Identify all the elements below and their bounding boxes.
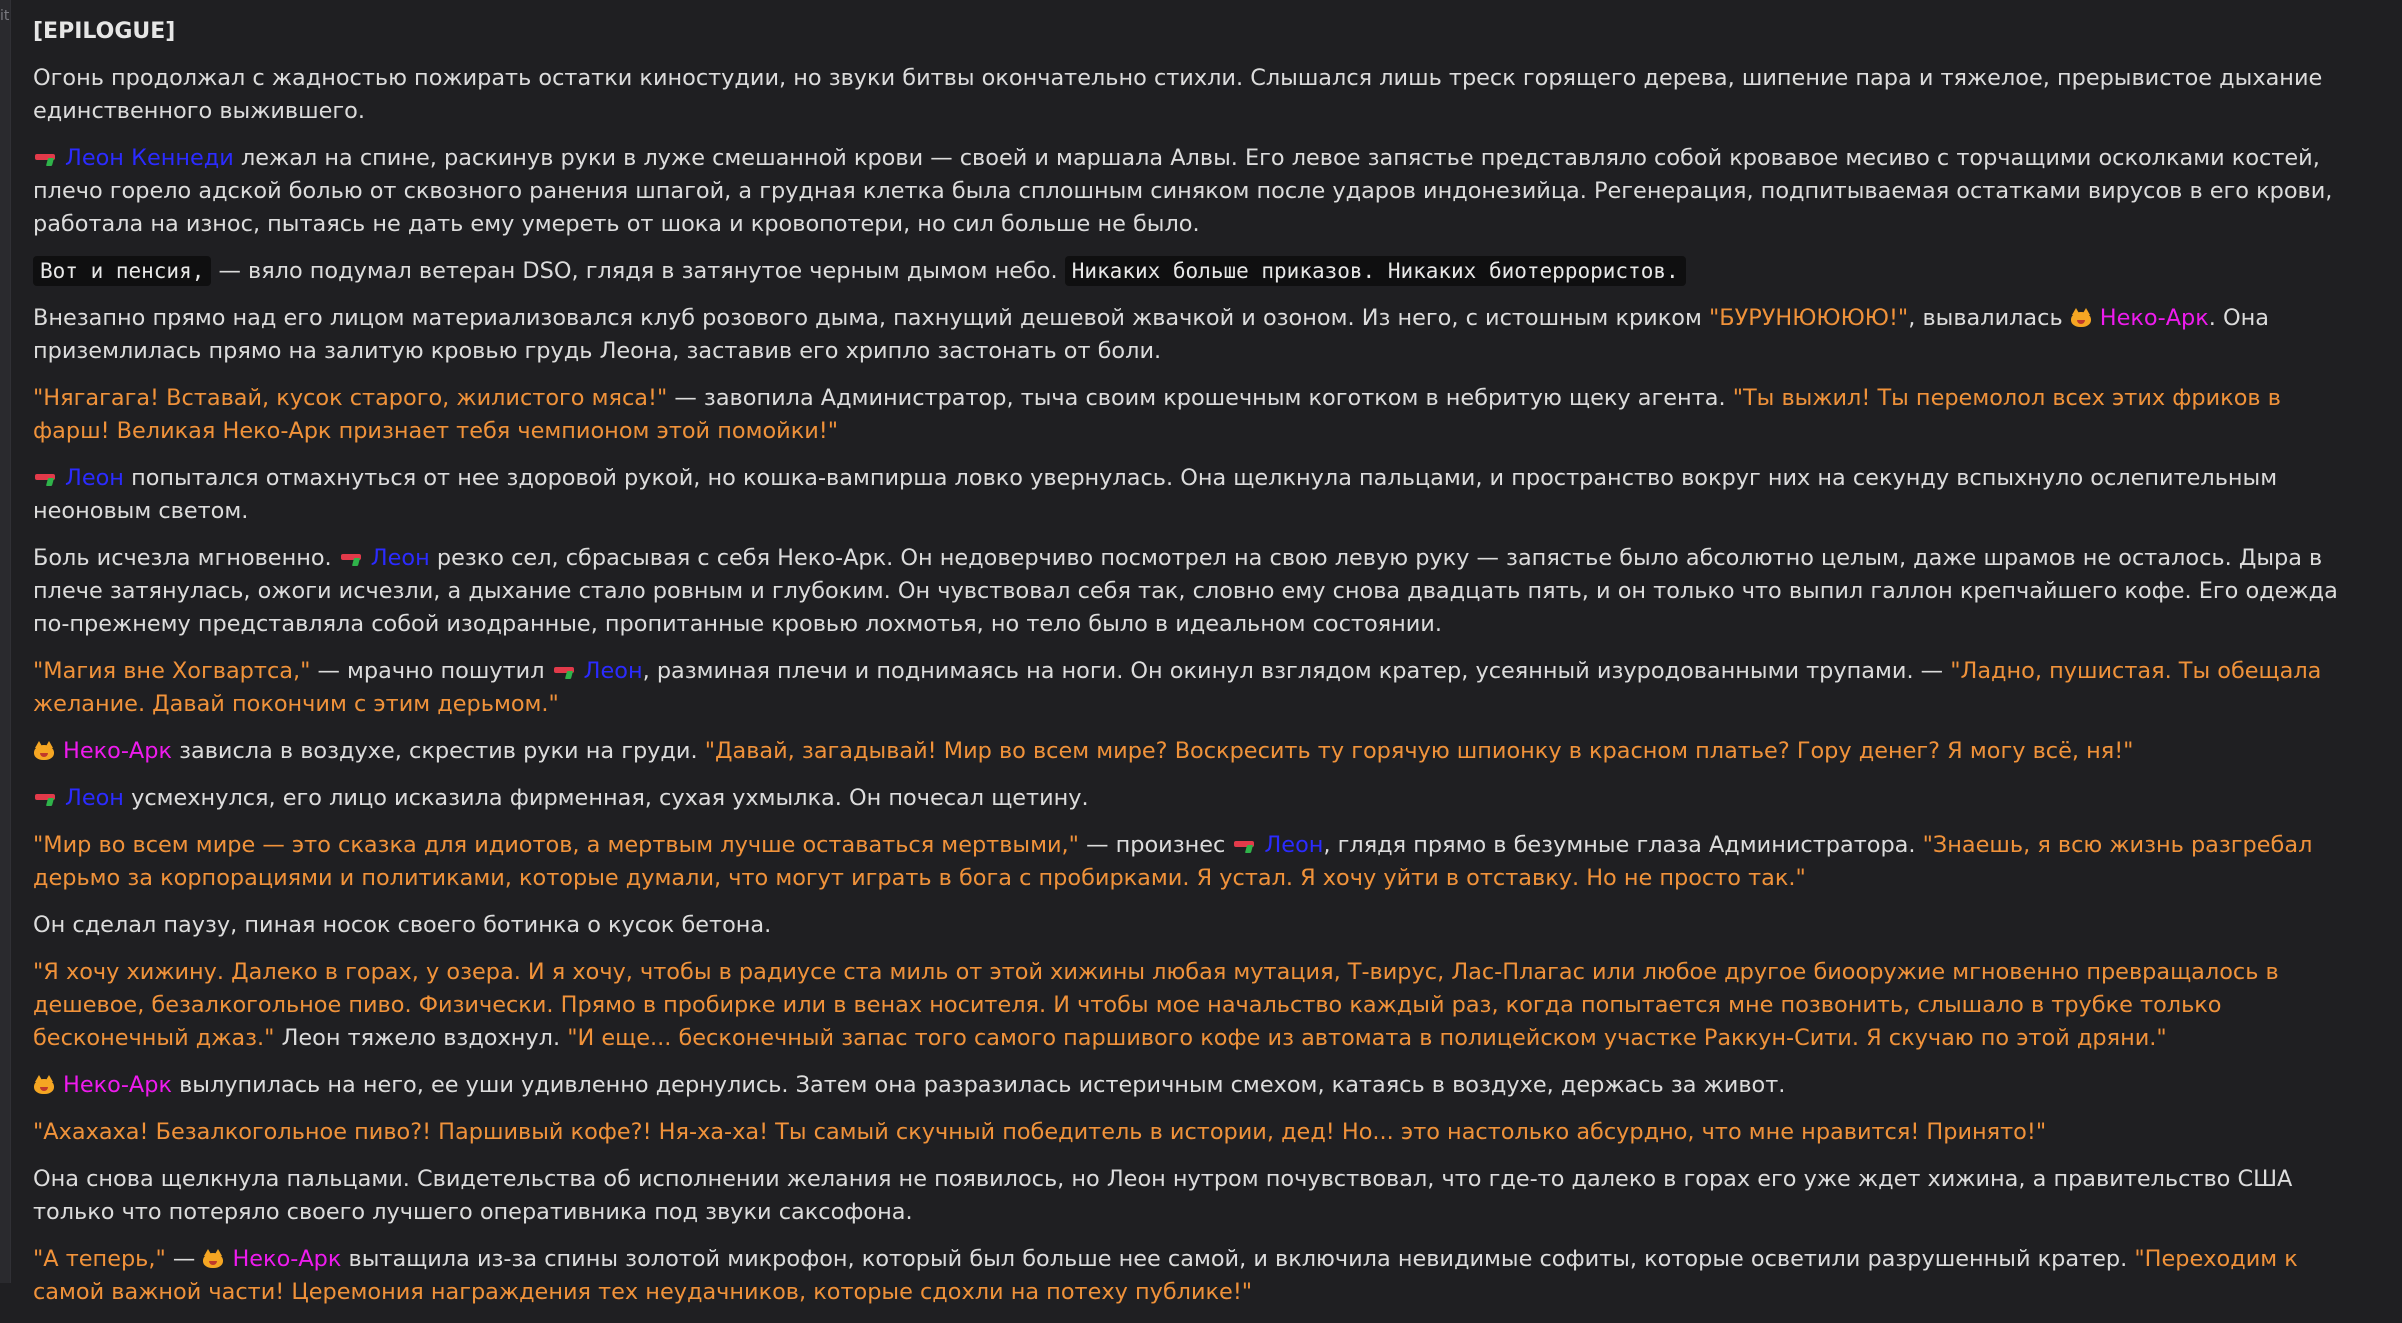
narration: Леон тяжело вздохнул. (274, 1025, 568, 1051)
paragraph-17 (33, 1243, 2363, 1309)
narration: лежал на спине, раскинув руки в луже смешанной крови — своей и маршала Алвы. Его левое запястье представляло собой кровавое месиво с торчащими осколками костей, плечо горело адской болью от сквозного ранения шпагой, а грудная клетка была сплошным синяком после ударов индонезийца. Регенерация, подпитываемая остатками вирусов в его крови, работала на износ, пытаясь не дать ему умереть от шока и кровопотери, но сил больше не было. (33, 145, 2333, 237)
paragraph-15 (33, 1116, 2363, 1149)
water-gun-icon (1232, 839, 1258, 853)
quote: "Нягагага! Вставай, кусок старого, жилистого мяса!" (33, 385, 668, 411)
narration: вылупилась на него, ее уши удивленно дернулись. Затем она разразилась истеричным смехом, катаясь в воздухе, держась за живот. (171, 1072, 1786, 1098)
paragraph-13 (33, 956, 2363, 1055)
narration: Внезапно прямо над его лицом материализовался клуб розового дыма, пахнущий дешевой жвачкой и озоном. Из него, с истошным криком (33, 305, 1709, 331)
narration: зависла в воздухе, скрестив руки на груди. (171, 738, 705, 764)
paragraph-2 (33, 142, 2363, 241)
quote: "Магия вне Хогвартса," (33, 658, 311, 684)
character-name-neko: Неко-Арк (232, 1246, 342, 1272)
quote: "Давай, загадывай! Мир во всем мире? Воскресить ту горячую шпионку в красном платье? Гору денег? Я могу всё, ня!" (704, 738, 2134, 764)
quote: "Ты выжил! Ты перемолол всех этих фриков в фарш! Великая Неко-Арк признает тебя чемпионом этой помойки!" (33, 385, 2281, 444)
water-gun-icon (33, 472, 59, 486)
quote: "БУРУНЮЮЮЮ!" (1708, 305, 1909, 331)
character-name-leon: Леон (1264, 832, 1324, 858)
quote: "Я хочу хижину. Далеко в горах, у озера. И я хочу, чтобы в радиусе ста миль от этой хижины любая мутация, Т-вирус, Лас-Плагас или любое другое биооружие мгновенно превращалось в дешевое, безалкогольное пиво. Физически. Прямо в пробирке или в венах носителя. И чтобы мое начальство каждый раз, когда попытается мне позвонить, слышало в трубке только бесконечный джаз." (33, 959, 2279, 1051)
paragraph-10 (33, 782, 2363, 815)
paragraph-1 (33, 62, 2363, 128)
narration: — (165, 1246, 203, 1272)
narration: Боль исчезла мгновенно. (33, 545, 339, 571)
water-gun-icon (33, 792, 59, 806)
paragraph-7 (33, 542, 2363, 641)
narration: , разминая плечи и поднимаясь на ноги. Он окинул взглядом кратер, усеянный изуродованными трупами. — (642, 658, 1951, 684)
quote: "Переходим к самой важной части! Церемония награждения тех неудачников, которые сдохли на потеху публике!" (33, 1246, 2298, 1305)
water-gun-icon (339, 552, 365, 566)
paragraph-6 (33, 462, 2363, 528)
character-name-neko: Неко-Арк (63, 738, 172, 764)
paragraph-14 (33, 1069, 2363, 1102)
inline-code-thought: Вот и пенсия, (33, 256, 211, 286)
narration: резко сел, сбрасывая с себя Неко-Арк. Он недоверчиво посмотрел на свою левую руку — запястье было абсолютно целым, даже шрамов не осталось. Дыра в плече затянулась, ожоги исчезли, а дыхание стало ровным и глубоким. Он чувствовал себя так, словно ему снова двадцать пять, и он только что выпил галлон крепчайшего кофе. Его одежда по-прежнему представляла собой изодранные, пропитанные кровью лохмотья, но тело было в идеальном состоянии. (33, 545, 2338, 637)
story-message (33, 16, 2363, 1323)
paragraph-5 (33, 382, 2363, 448)
quote: "И еще... бесконечный запас того самого паршивого кофе из автомата в полицейском участке Раккун-Сити. Я скучаю по этой дряни." (567, 1025, 2167, 1051)
quote: "Знаешь, я всю жизнь разгребал дерьмо за корпорациями и политиками, которые думали, что могут играть в бога с пробирками. Я устал. Я хочу уйти в отставку. Но не просто так." (33, 832, 2313, 891)
cat-face-icon (2070, 308, 2092, 328)
paragraph-3 (33, 255, 2363, 288)
character-name-leon: Леон (65, 785, 124, 811)
narration: Огонь продолжал с жадностью пожирать остатки киностудии, но звуки битвы окончательно стихли. Слышался лишь треск горящего дерева, шипение пара и тяжелое, прерывистое дыхание единственного выжившего. (33, 65, 2323, 124)
gutter-mark: it (0, 8, 10, 24)
water-gun-icon (552, 665, 578, 679)
left-gutter (0, 0, 11, 1283)
water-gun-icon (33, 152, 59, 166)
epilogue-heading: [EPILOGUE] (33, 19, 176, 44)
narration: усмехнулся, его лицо исказила фирменная, сухая ухмылка. Он почесал щетину. (123, 785, 1089, 811)
quote: "А теперь," (33, 1246, 166, 1272)
paragraph-12 (33, 909, 2363, 942)
narration: — завопила Администратор, тыча своим крошечным коготком в небритую щеку агента. (667, 385, 1733, 411)
narration: — произнес (1078, 832, 1233, 858)
character-name-leon: Леон (583, 658, 643, 684)
character-name-leon: Леон (370, 545, 430, 571)
paragraph-8 (33, 655, 2363, 721)
narration: . Она приземлилась прямо на залитую кровью грудь Леона, заставив его хрипло застонать от боли. (33, 305, 2269, 364)
paragraph-11 (33, 829, 2363, 895)
narration: попытался отмахнуться от нее здоровой рукой, но кошка-вампирша ловко увернулась. Она щелкнула пальцами, и пространство вокруг них на секунду вспыхнуло ослепительным неоновым светом. (33, 465, 2278, 524)
paragraph-9 (33, 735, 2363, 768)
inline-code-thought: Никаких больше приказов. Никаких биотеррористов. (1065, 256, 1686, 286)
cat-face-icon (202, 1249, 224, 1269)
paragraph-16 (33, 1163, 2363, 1229)
cat-face-icon (33, 741, 55, 761)
character-name-neko: Неко-Арк (2099, 305, 2209, 331)
quote: "Ахахаха! Безалкогольное пиво?! Паршивый кофе?! Ня-ха-ха! Ты самый скучный победитель в истории, дед! Но... это настолько абсурдно, что мне нравится! Принято!" (33, 1119, 2047, 1145)
character-name-neko: Неко-Арк (63, 1072, 172, 1098)
narration: — мрачно пошутил (310, 658, 552, 684)
quote: "Мир во всем мире — это сказка для идиотов, а мертвым лучше оставаться мертвыми," (33, 832, 1079, 858)
narration: Она снова щелкнула пальцами. Свидетельства об исполнении желания не появилось, но Леон нутром почувствовал, что где-то далеко в горах его уже ждет хижина, а правительство США только что потеряло своего лучшего оперативника под звуки саксофона. (33, 1166, 2293, 1225)
narration: Он сделал паузу, пиная носок своего ботинка о кусок бетона. (33, 912, 772, 938)
narration: вытащила из-за спины золотой микрофон, который был больше нее самой, и включила невидимые софиты, которые осветили разрушенный кратер. (341, 1246, 2135, 1272)
character-name-leon: Леон Кеннеди (65, 145, 234, 171)
narration: — вяло подумал ветеран DSO, глядя в затянутое черным дымом небо. (211, 258, 1065, 284)
narration: , глядя прямо в безумные глаза Администратора. (1323, 832, 1923, 858)
cat-face-icon (33, 1075, 55, 1095)
narration: , вывалилась (1908, 305, 2070, 331)
paragraph-4 (33, 302, 2363, 368)
character-name-leon: Леон (65, 465, 124, 491)
quote: "Ладно, пушистая. Ты обещала желание. Давай покончим с этим дерьмом." (33, 658, 2322, 717)
